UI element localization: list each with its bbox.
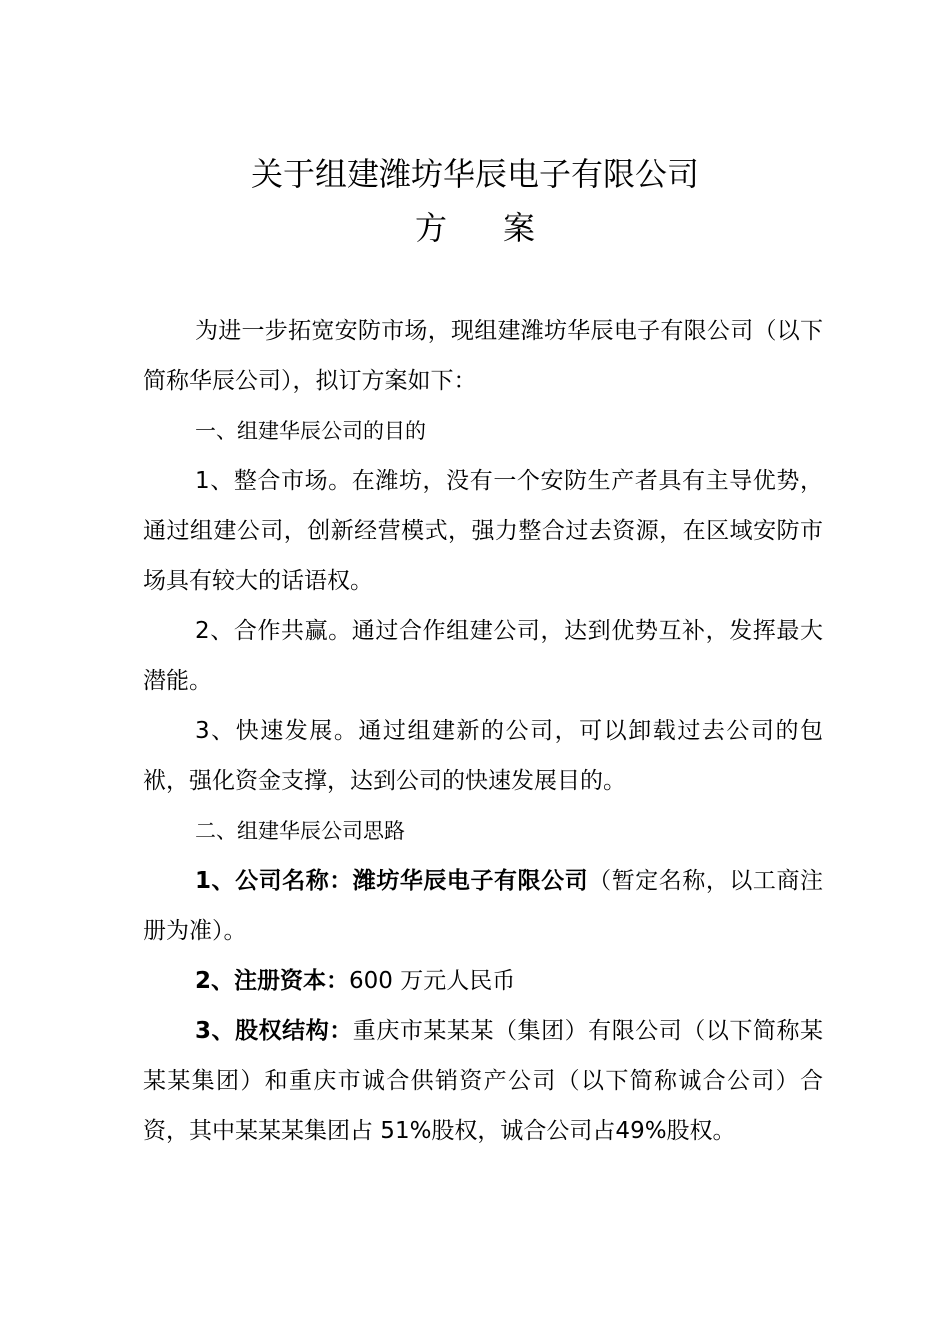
document-subtitle <box>0 208 950 248</box>
company-name: 潍坊华辰电子有限公司 <box>352 868 589 894</box>
section2-item2 <box>143 956 823 1006</box>
document-title: 关于组建潍坊华辰电子有限公司 <box>250 155 699 193</box>
section2-item3 <box>143 1006 823 1156</box>
section2-heading: 二、组建华辰公司思路 <box>195 819 405 843</box>
equity-structure: 重庆市某某某（集团）有限公司（以下简称某某某集团）和重庆市诚合供销资产公司（以下简称诚合公司）合资，其中某某某集团占 51%股权，诚合公司占49%股权。 <box>143 1018 824 1144</box>
registered-capital: 600 万元人民币 <box>349 968 516 994</box>
section1-item1: 1、整合市场。在潍坊，没有一个安防生产者具有主导优势，通过组建公司，创新经营模式，强力整合过去资源，在区域安防市场具有较大的话语权。 <box>143 468 823 594</box>
intro-paragraph: 为进一步拓宽安防市场，现组建潍坊华辰电子有限公司（以下简称华辰公司），拟订方案如下： <box>143 318 823 394</box>
document-body <box>143 306 823 1156</box>
item2-label: 2、注册资本： <box>195 968 350 994</box>
item3-label: 3、股权结构： <box>195 1018 353 1044</box>
subtitle-char-2: 案 <box>503 209 536 247</box>
section1-item2: 2、合作共赢。通过合作组建公司，达到优势互补，发挥最大潜能。 <box>143 618 823 694</box>
section2-item1 <box>143 856 823 956</box>
item1-label: 1、公司名称： <box>195 868 353 894</box>
subtitle-char-1: 方 <box>414 209 447 247</box>
item1-note: （暂定名称，以工商注册为准）。 <box>143 868 824 944</box>
section1-heading: 一、组建华辰公司的目的 <box>195 419 426 443</box>
section1-item3: 3、快速发展。通过组建新的公司，可以卸载过去公司的包袱，强化资金支撑，达到公司的快速发展目的。 <box>143 718 823 794</box>
